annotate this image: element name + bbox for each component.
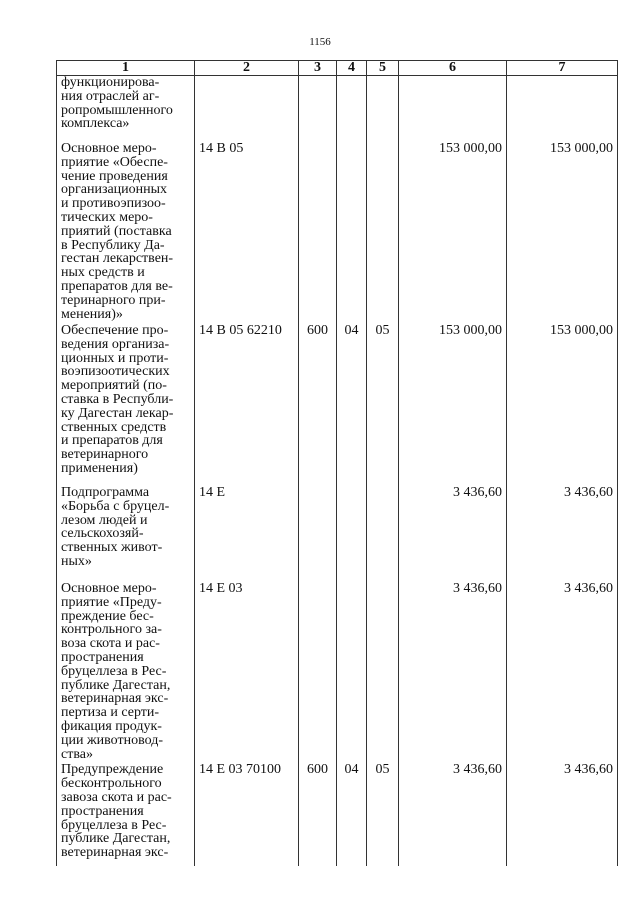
row-col-5 [367, 140, 399, 322]
row-sum-2: 3 436,60 [507, 484, 618, 580]
row-sum-2: 3 436,60 [507, 761, 618, 866]
header-col-4: 4 [337, 61, 367, 76]
header-col-3: 3 [299, 61, 337, 76]
header-col-2: 2 [195, 61, 299, 76]
row-code [195, 76, 299, 141]
row-sum-1: 153 000,00 [399, 322, 507, 484]
row-code: 14 Е 03 [195, 580, 299, 761]
row-col-3: 600 [299, 761, 337, 866]
header-row [57, 61, 618, 76]
row-col-5: 05 [367, 761, 399, 866]
row-code: 14 В 05 62210 [195, 322, 299, 484]
row-col-5 [367, 76, 399, 141]
row-col-4: 04 [337, 761, 367, 866]
table-row [57, 761, 618, 866]
row-name: Основное меро- приятие «Преду- преждение бес- контрольного за- воза скота и рас- пространения бруцеллеза в Рес- публике Дагестан, ветеринарная экс- пертиза и серти- фикация продук- ции животновод- ства» [57, 580, 195, 761]
row-sum-2 [507, 76, 618, 141]
row-sum-1: 3 436,60 [399, 761, 507, 866]
table-row [57, 322, 618, 484]
row-sum-2: 3 436,60 [507, 580, 618, 761]
header-col-7: 7 [507, 61, 618, 76]
row-code: 14 Е [195, 484, 299, 580]
header-col-6: 6 [399, 61, 507, 76]
row-col-3 [299, 76, 337, 141]
row-name: Подпрограмма «Борьба с бруцел- лезом людей и сельскохозяй- ственных живот- ных» [57, 484, 195, 580]
row-col-4 [337, 484, 367, 580]
row-sum-1: 153 000,00 [399, 140, 507, 322]
row-sum-1: 3 436,60 [399, 580, 507, 761]
row-sum-1 [399, 76, 507, 141]
row-sum-1: 3 436,60 [399, 484, 507, 580]
row-col-4 [337, 140, 367, 322]
row-col-5 [367, 580, 399, 761]
row-col-3 [299, 140, 337, 322]
row-col-4: 04 [337, 322, 367, 484]
budget-table [56, 60, 618, 866]
row-name: Основное меро- приятие «Обеспе- чение проведения организационных и противоэпизоо- тических меро- приятий (поставка в Республику Да- гестан лекарствен- ных средств и препаратов для ве- теринарного при- менения)» [57, 140, 195, 322]
row-sum-2: 153 000,00 [507, 322, 618, 484]
row-name: Предупреждение бесконтрольного завоза скота и рас- пространения бруцеллеза в Рес- публике Дагестан, ветеринарная экс- [57, 761, 195, 866]
row-col-5 [367, 484, 399, 580]
header-col-5: 5 [367, 61, 399, 76]
row-sum-2: 153 000,00 [507, 140, 618, 322]
row-col-3 [299, 484, 337, 580]
page-number: 1156 [309, 36, 331, 48]
row-col-4 [337, 580, 367, 761]
row-col-3: 600 [299, 322, 337, 484]
row-name: Обеспечение про- ведения организа- ционных и проти- воэпизоотических мероприятий (по- ставка в Республи- ку Дагестан лекар- ственных средств и препаратов для ветеринарного применения) [57, 322, 195, 484]
table-row [57, 484, 618, 580]
table-row [57, 580, 618, 761]
row-col-5: 05 [367, 322, 399, 484]
row-col-3 [299, 580, 337, 761]
table-row [57, 140, 618, 322]
row-name: функционирова- ния отраслей аг- ропромышленного комплекса» [57, 76, 195, 141]
row-col-4 [337, 76, 367, 141]
header-col-1: 1 [57, 61, 195, 76]
row-code: 14 В 05 [195, 140, 299, 322]
table-row [57, 76, 618, 141]
row-code: 14 Е 03 70100 [195, 761, 299, 866]
